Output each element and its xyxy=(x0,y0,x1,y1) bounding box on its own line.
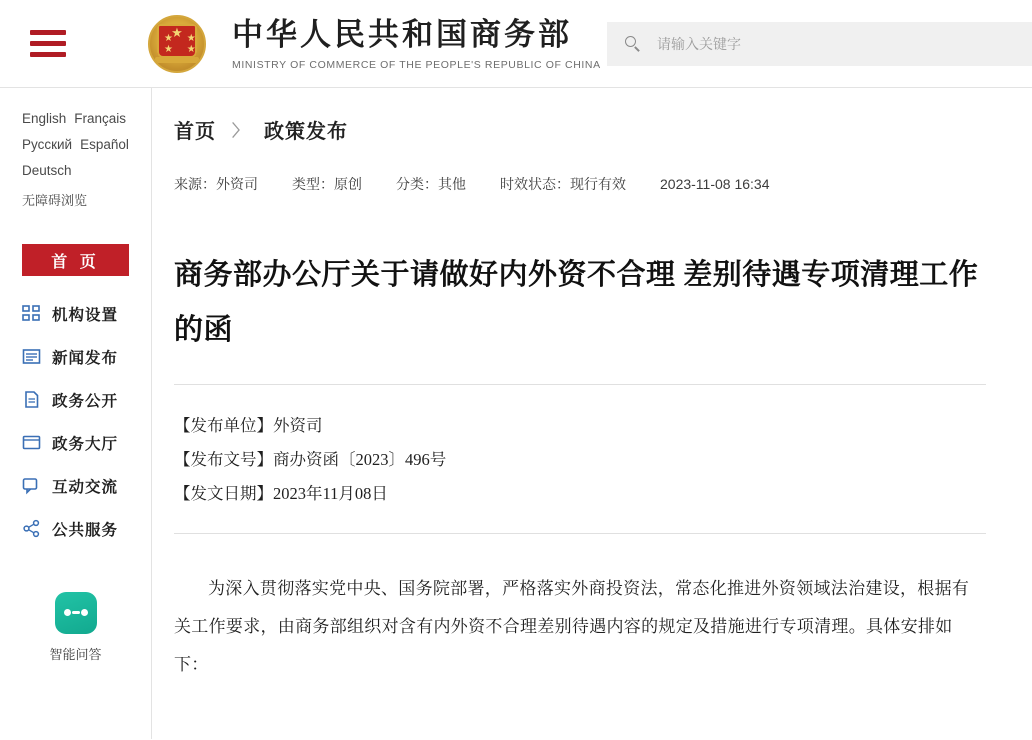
national-emblem-icon: ★ ★ ★ ★ ★ xyxy=(146,13,208,75)
sidebar-item-label: 互动交流 xyxy=(52,478,119,496)
sidebar-item-label: 政务公开 xyxy=(52,392,119,410)
breadcrumb xyxy=(174,106,986,152)
sidebar-item-label: 公共服务 xyxy=(52,521,119,539)
meta-type: 类型：原创 xyxy=(292,176,362,192)
site-title-en: MINISTRY OF COMMERCE OF THE PEOPLE'S REPUBLIC OF CHINA xyxy=(232,59,601,71)
window-icon xyxy=(22,433,41,452)
assistant-bot-icon[interactable] xyxy=(55,592,97,634)
site-title-block xyxy=(232,16,601,71)
meta-timestamp: 2023-11-08 16:34 xyxy=(660,176,770,192)
page-title: 商务部办公厅关于请做好内外资不合理 差别待遇专项清理工作的函 xyxy=(174,248,986,385)
meta-validity-status: 时效状态：现行有效 xyxy=(500,176,626,192)
language-switcher xyxy=(0,106,151,214)
lang-deutsch[interactable]: Deutsch xyxy=(22,163,72,178)
site-title-cn: 中华人民共和国商务部 xyxy=(232,17,572,52)
sidebar-item-government-affairs[interactable] xyxy=(0,378,151,421)
field-document-number: 【发布文号】商办资函〔2023〕496号 xyxy=(174,450,447,469)
sidebar-item-home[interactable]: 首 页 xyxy=(22,244,129,276)
sidebar-item-service-hall[interactable] xyxy=(0,421,151,464)
news-icon xyxy=(22,347,41,366)
sidebar xyxy=(0,88,152,739)
body-wrapper xyxy=(0,88,1032,739)
hamburger-menu-icon[interactable] xyxy=(0,30,96,57)
document-fields xyxy=(174,409,986,534)
article-meta xyxy=(174,174,986,208)
lang-espanol[interactable]: Español xyxy=(80,137,129,152)
sidebar-item-label: 新闻发布 xyxy=(52,349,119,367)
lang-russian[interactable]: Русский xyxy=(22,137,73,152)
sidebar-item-news[interactable] xyxy=(0,335,151,378)
article-body xyxy=(174,570,986,684)
hamburger-bar xyxy=(30,30,66,35)
site-header xyxy=(0,0,1032,88)
search-box[interactable] xyxy=(607,22,1032,66)
grid-icon xyxy=(22,304,41,323)
field-issuing-unit: 【发布单位】外资司 xyxy=(174,416,323,435)
article-paragraph: 为深入贯彻落实党中央、国务院部署，严格落实外商投资法，常态化推进外资领域法治建设，根据有关工作要求，由商务部组织对含有内外资不合理差别待遇内容的规定及措施进行专项清理。具体安排如下： xyxy=(174,579,970,674)
assistant-label: 智能问答 xyxy=(49,647,102,662)
meta-category: 分类：其他 xyxy=(396,176,466,192)
hamburger-bar xyxy=(30,41,66,46)
chat-icon xyxy=(22,476,41,495)
share-icon xyxy=(22,519,41,538)
field-issue-date: 【发文日期】2023年11月08日 xyxy=(174,484,388,503)
document-icon xyxy=(22,390,41,409)
search-icon[interactable] xyxy=(625,36,641,52)
chevron-right-icon: 〉 xyxy=(232,122,249,140)
sidebar-item-interaction[interactable] xyxy=(0,464,151,507)
lang-francais[interactable]: Français xyxy=(74,111,127,126)
breadcrumb-item-home[interactable]: 首页 xyxy=(174,120,216,143)
meta-source: 来源：外资司 xyxy=(174,176,258,192)
smart-assistant[interactable] xyxy=(0,592,151,663)
sidebar-item-label: 政务大厅 xyxy=(52,435,119,453)
sidebar-nav xyxy=(0,244,151,550)
breadcrumb-item-policy-release[interactable]: 政策发布 xyxy=(264,120,349,143)
main-content xyxy=(152,88,1032,739)
sidebar-item-public-service[interactable] xyxy=(0,507,151,550)
hamburger-bar xyxy=(30,52,66,57)
search-input[interactable] xyxy=(655,35,995,53)
lang-english[interactable]: English xyxy=(22,111,67,126)
sidebar-item-organization[interactable] xyxy=(0,292,151,335)
accessibility-link[interactable]: 无障碍浏览 xyxy=(22,193,88,208)
sidebar-item-label: 机构设置 xyxy=(52,306,119,324)
